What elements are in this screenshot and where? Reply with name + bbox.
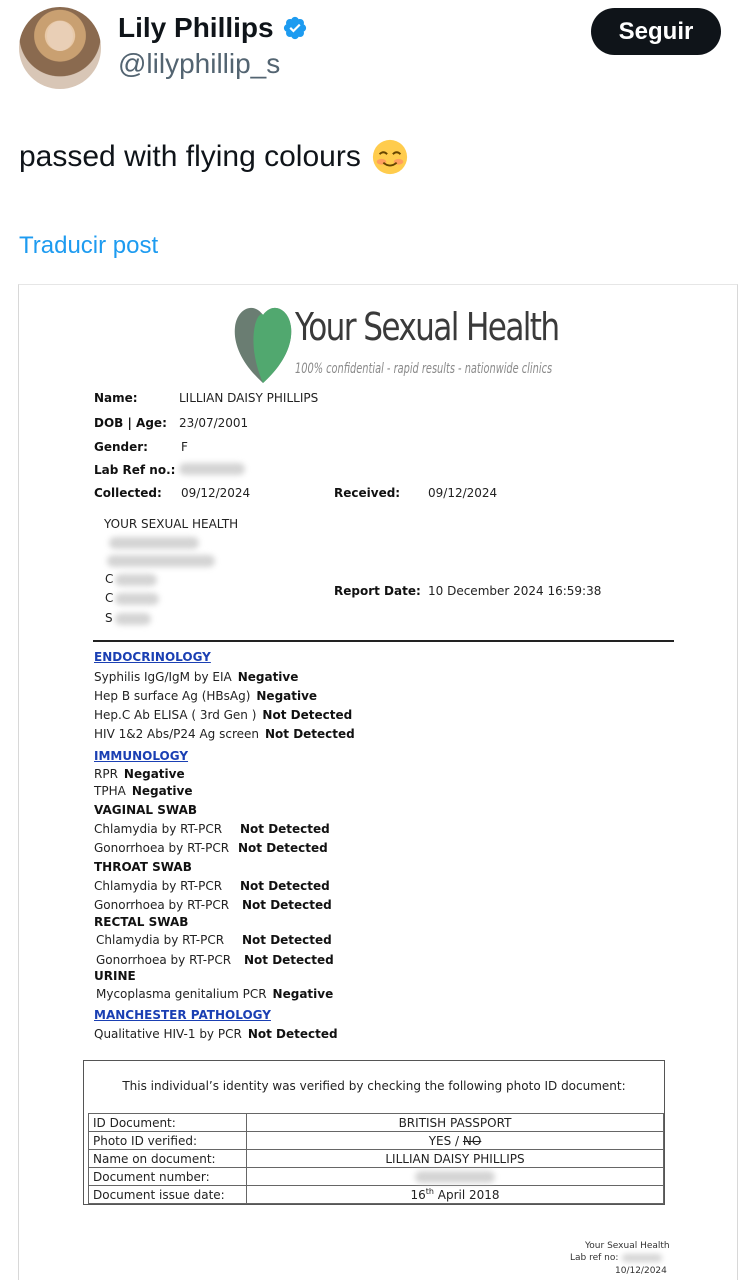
name-value: LILLIAN DAISY PHILLIPS bbox=[179, 391, 319, 405]
test-row: Syphilis IgG/IgM by EIA Negative bbox=[94, 670, 299, 684]
table-row: ID Document: BRITISH PASSPORT bbox=[89, 1114, 664, 1132]
heart-logo-icon bbox=[233, 295, 293, 385]
table-row: Name on document: LILLIAN DAISY PHILLIPS bbox=[89, 1150, 664, 1168]
redacted-document-number bbox=[415, 1171, 495, 1183]
test-row: Hep.C Ab ELISA ( 3rd Gen ) Not Detected bbox=[94, 708, 353, 722]
smiling-face-icon bbox=[371, 138, 409, 176]
avatar[interactable] bbox=[19, 7, 101, 89]
logo-title: Your Sexual Health bbox=[295, 305, 559, 349]
redacted-address-line bbox=[107, 555, 215, 567]
table-row: Photo ID verified: YES / NO bbox=[89, 1132, 664, 1150]
section-endocrinology: ENDOCRINOLOGY bbox=[94, 650, 211, 664]
logo-tagline: 100% confidential - rapid results - nationwide clinics bbox=[295, 361, 553, 377]
section-rectal-swab: RECTAL SWAB bbox=[94, 915, 189, 929]
name-label: Name: bbox=[94, 391, 138, 405]
tweet-text-content: passed with flying colours bbox=[19, 140, 361, 173]
id-verification-table bbox=[88, 1113, 664, 1204]
follow-button[interactable]: Seguir bbox=[591, 8, 721, 55]
redacted-labref bbox=[179, 463, 245, 475]
footer-date: 10/12/2024 bbox=[615, 1266, 667, 1276]
test-row: Hep B surface Ag (HBsAg) Negative bbox=[94, 689, 318, 703]
test-row: Gonorrhoea by RT-PCR Not Detected bbox=[94, 841, 328, 855]
labref-label: Lab Ref no.: bbox=[94, 463, 176, 477]
verified-badge-icon bbox=[282, 15, 308, 41]
test-row: RPR Negative bbox=[94, 767, 185, 781]
received-label: Received: bbox=[334, 486, 401, 500]
address-initial: C bbox=[105, 591, 114, 605]
section-vaginal-swab: VAGINAL SWAB bbox=[94, 803, 198, 817]
test-row: Gonorrhoea by RT-PCR Not Detected bbox=[94, 898, 332, 912]
collected-label: Collected: bbox=[94, 486, 162, 500]
received-value: 09/12/2024 bbox=[428, 486, 498, 500]
translate-link[interactable]: Traducir post bbox=[19, 232, 159, 259]
table-row: Document issue date: 16th April 2018 bbox=[89, 1186, 664, 1204]
divider bbox=[93, 640, 674, 642]
id-verification-box bbox=[83, 1060, 665, 1205]
test-row: TPHA Negative bbox=[94, 784, 193, 798]
gender-value: F bbox=[181, 440, 188, 454]
test-row: HIV 1&2 Abs/P24 Ag screen Not Detected bbox=[94, 727, 355, 741]
section-manchester-pathology: MANCHESTER PATHOLOGY bbox=[94, 1008, 271, 1022]
address-initial: C bbox=[105, 572, 114, 586]
collected-value: 09/12/2024 bbox=[181, 486, 251, 500]
verification-heading: This individual’s identity was verified by checking the following photo ID document: bbox=[122, 1079, 626, 1093]
attached-document-image[interactable] bbox=[18, 284, 738, 1280]
gender-label: Gender: bbox=[94, 440, 148, 454]
dob-value: 23/07/2001 bbox=[179, 416, 249, 430]
author-handle[interactable]: @lilyphillip_s bbox=[118, 48, 281, 79]
report-date-value: 10 December 2024 16:59:38 bbox=[428, 584, 602, 598]
test-row: Chlamydia by RT-PCR Not Detected bbox=[96, 933, 332, 947]
test-row: Gonorrhoea by RT-PCR Not Detected bbox=[96, 953, 334, 967]
redacted-address-line bbox=[115, 574, 157, 586]
dob-label: DOB | Age: bbox=[94, 416, 167, 430]
redacted-address-line bbox=[109, 537, 199, 549]
report-date-label: Report Date: bbox=[334, 584, 421, 598]
redacted-address-line bbox=[115, 613, 151, 625]
test-row: Mycoplasma genitalium PCR Negative bbox=[96, 987, 334, 1001]
redacted-address-line bbox=[115, 593, 159, 605]
author-name-text[interactable]: Lily Phillips bbox=[118, 12, 274, 43]
section-throat-swab: THROAT SWAB bbox=[94, 860, 192, 874]
tweet-text bbox=[19, 138, 409, 176]
clinic-name: YOUR SEXUAL HEALTH bbox=[104, 517, 239, 531]
test-row: Chlamydia by RT-PCR Not Detected bbox=[94, 822, 330, 836]
footer-labref: Lab ref no: bbox=[570, 1253, 662, 1263]
author-name[interactable] bbox=[118, 12, 308, 44]
section-immunology: IMMUNOLOGY bbox=[94, 749, 189, 763]
footer-clinic: Your Sexual Health bbox=[585, 1241, 670, 1251]
section-urine: URINE bbox=[94, 969, 136, 983]
address-initial: S bbox=[105, 611, 113, 625]
test-row: Chlamydia by RT-PCR Not Detected bbox=[94, 879, 330, 893]
test-row: Qualitative HIV-1 by PCR Not Detected bbox=[94, 1027, 338, 1041]
table-row: Document number: bbox=[89, 1168, 664, 1186]
